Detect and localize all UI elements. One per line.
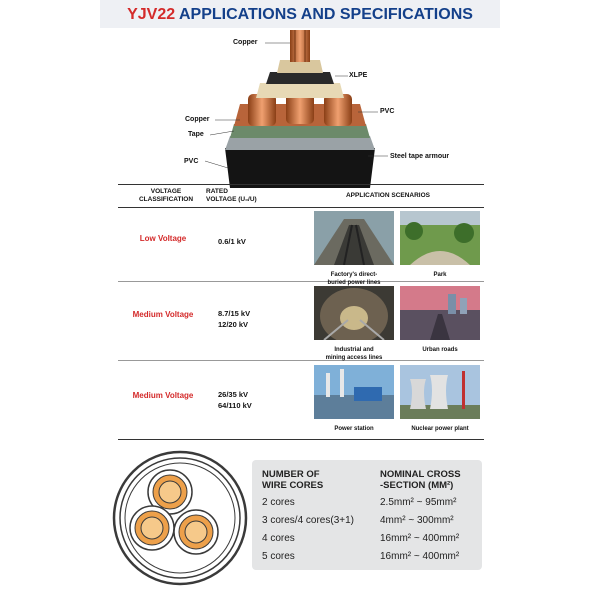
cable-structure-illustration xyxy=(130,28,470,188)
label-pvc-outer: PVC xyxy=(184,158,199,165)
cable-cross-section-diagram xyxy=(110,448,250,588)
factory-trench-photo xyxy=(314,211,394,265)
spec-section: 16mm² ~ 400mm² xyxy=(380,533,460,544)
nuclear-plant-photo xyxy=(400,365,480,419)
power-station-photo xyxy=(314,365,394,419)
scene-caption: Factory's direct- buried power lines xyxy=(327,272,381,286)
spec-cores: 3 cores/4 cores(3+1) xyxy=(262,515,354,526)
spec-header-cross-section: NOMINAL CROSS -SECTION (MM²) xyxy=(380,469,461,491)
voltage-classification: Low Voltage xyxy=(139,234,187,243)
header-rated-voltage: RATED VOLTAGE (U₀/U) xyxy=(206,188,257,203)
scene-caption: Nuclear power plant xyxy=(411,426,469,432)
specifications-box xyxy=(252,460,482,570)
spec-section: 2.5mm² ~ 95mm² xyxy=(380,497,457,508)
label-xlpe: XLPE xyxy=(349,72,368,79)
scenario-urban-roads xyxy=(400,286,480,355)
label-steel-tape-armour: Steel tape armour xyxy=(390,153,450,160)
scenario-industrial-mining-lines xyxy=(314,286,394,362)
title-model: YJV22 xyxy=(127,6,176,23)
scene-caption: Park xyxy=(433,272,447,278)
scene-caption: Urban roads xyxy=(422,347,458,353)
core-bottom-left xyxy=(130,506,174,550)
core-bottom-right xyxy=(174,510,218,554)
urban-road-photo xyxy=(400,286,480,340)
scenario-factory-buried-lines xyxy=(314,211,394,287)
header-application-scenarios: APPLICATION SCENARIOS xyxy=(345,192,431,199)
scene-caption: Power station xyxy=(334,426,374,432)
scenario-nuclear-power-plant xyxy=(400,365,480,434)
spec-section: 16mm² ~ 400mm² xyxy=(380,551,460,562)
label-copper-conductor: Copper xyxy=(233,39,258,46)
scenario-power-station xyxy=(314,365,394,434)
park-photo xyxy=(400,211,480,265)
spec-cores: 5 cores xyxy=(262,551,295,562)
voltage-classification: Medium Voltage xyxy=(132,310,194,319)
table-row xyxy=(118,361,484,440)
spec-header-cores: NUMBER OF WIRE CORES xyxy=(262,469,324,491)
title-text: APPLICATIONS AND SPECIFICATIONS xyxy=(178,6,473,23)
scene-caption: Industrial and mining access lines xyxy=(325,347,383,361)
table-row xyxy=(118,207,484,286)
header-voltage-classification: VOLTAGE CLASSIFICATION xyxy=(138,188,194,203)
rated-voltage: 26/35 kV 64/110 kV xyxy=(218,390,252,410)
spec-cores: 2 cores xyxy=(262,497,295,508)
rated-voltage: 0.6/1 kV xyxy=(218,237,246,246)
rated-voltage: 8.7/15 kV 12/20 kV xyxy=(218,309,251,329)
mining-tunnel-photo xyxy=(314,286,394,340)
spec-cores: 4 cores xyxy=(262,533,295,544)
scenario-park xyxy=(400,211,480,280)
title-banner xyxy=(100,0,500,28)
applications-table-header xyxy=(118,184,484,208)
label-pvc-inner: PVC xyxy=(380,108,395,115)
label-tape: Tape xyxy=(188,131,204,138)
table-row xyxy=(118,282,484,361)
spec-section: 4mm² ~ 300mm² xyxy=(380,515,454,526)
voltage-classification: Medium Voltage xyxy=(132,391,194,400)
label-copper-screen: Copper xyxy=(185,116,210,123)
